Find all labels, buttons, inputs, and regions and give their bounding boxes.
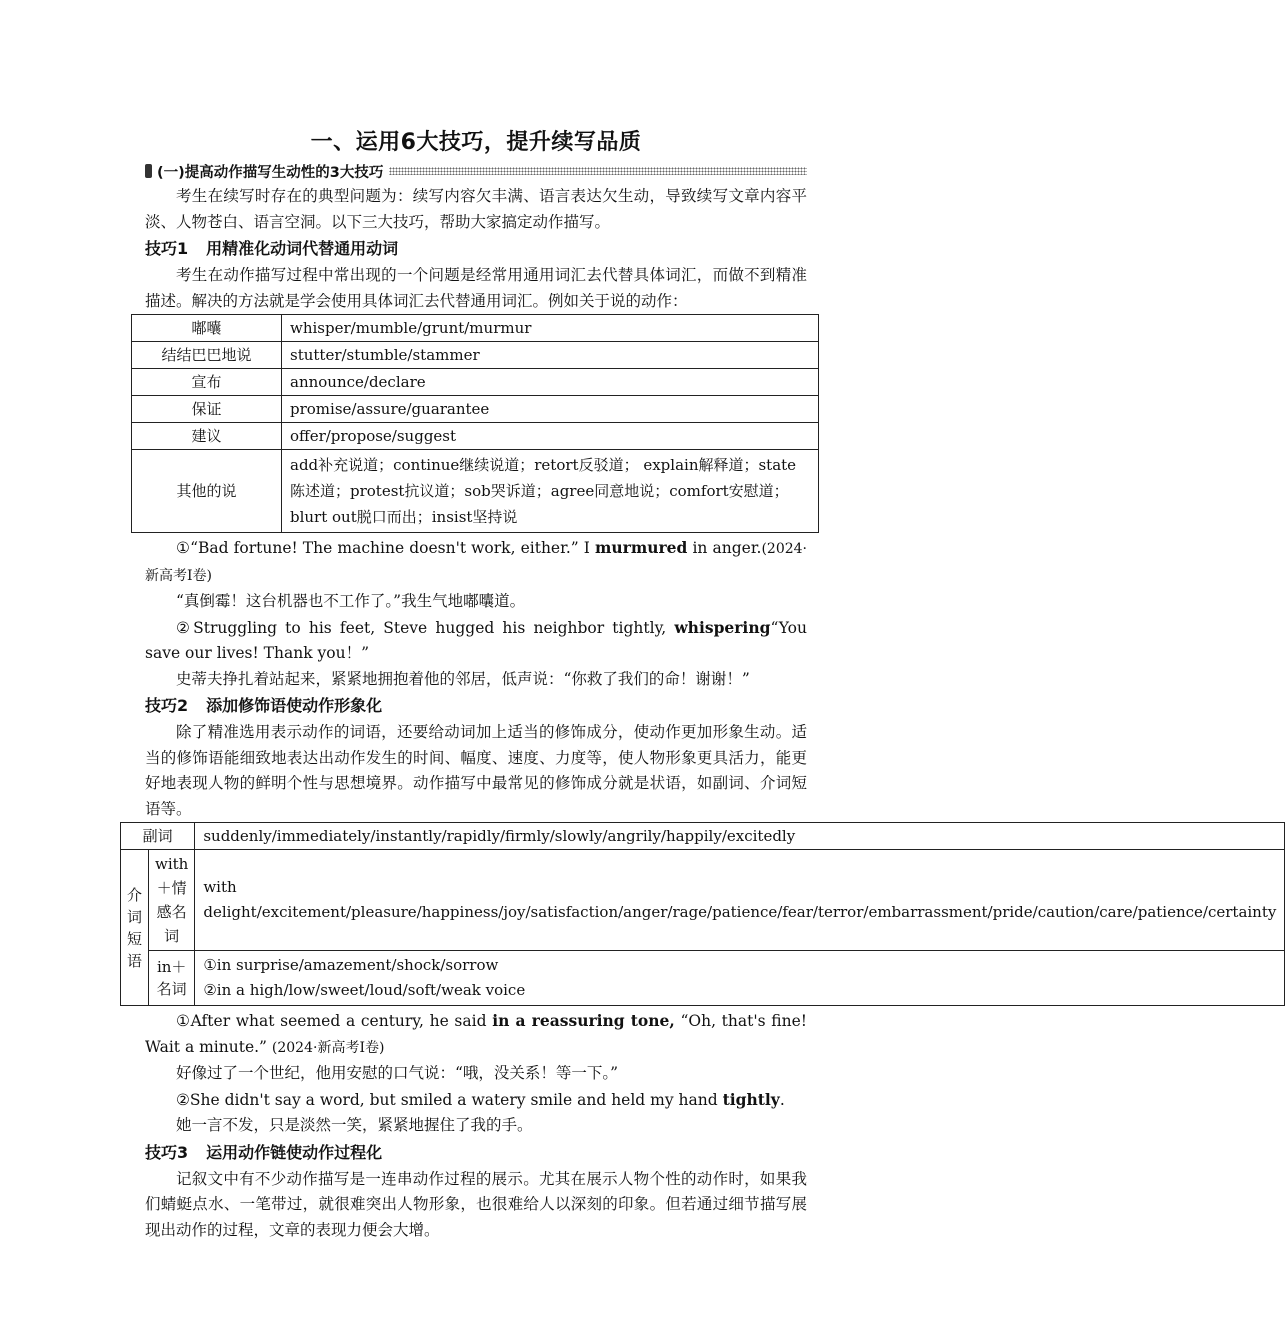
table-cell-cn: 其他的说 xyxy=(132,450,282,533)
modifier-table xyxy=(120,822,1285,1006)
example-text: . xyxy=(779,1090,785,1109)
tip3-label: 技巧3 xyxy=(145,1142,189,1162)
tip2-label: 技巧2 xyxy=(145,696,189,715)
in-label: in＋名词 xyxy=(149,951,195,1006)
example-text: “You save our lives! Thank you！” xyxy=(145,618,807,662)
table-cell-en: add补充说道；continue继续说道；retort反驳道； explain解释道；state陈述道；protest抗议道；sob哭诉道；agree同意地说；comfort安慰道；blurt out脱口而出；insist坚持说 xyxy=(282,450,819,533)
section-marker-icon xyxy=(145,164,152,178)
table-row xyxy=(132,396,819,423)
page-title: 一、运用6大技巧，提升续写品质 xyxy=(310,130,642,155)
table-cell-cn: 嘟囔 xyxy=(132,315,282,342)
table-cell-cn: 宣布 xyxy=(132,369,282,396)
in-words-line: ①in surprise/amazement/shock/sorrow xyxy=(203,956,499,974)
table-row xyxy=(132,369,819,396)
tip3-title: 运用动作链使动作过程化 xyxy=(206,1142,383,1162)
tip1-title: 用精准化动词代替通用动词 xyxy=(206,239,399,258)
tip2-example2 xyxy=(145,1087,807,1114)
table-cell-cn: 结结巴巴地说 xyxy=(132,342,282,369)
with-words: with delight/excitement/pleasure/happiness/joy/satisfaction/anger/rage/patience/fear/terror/embarrassment/pride/caution/care/patience/certainty xyxy=(195,850,1285,951)
adverb-words: suddenly/immediately/instantly/rapidly/firmly/slowly/angrily/happily/excitedly xyxy=(195,823,1285,850)
intro-paragraph: 考生在续写时存在的典型问题为：续写内容欠丰满、语言表达欠生动，导致续写文章内容平淡、人物苍白、语言空洞。以下三大技巧，帮助大家搞定动作描写。 xyxy=(145,187,807,231)
tip1-label: 技巧1 xyxy=(145,239,189,258)
table-row xyxy=(121,823,1285,850)
table-row xyxy=(132,450,819,533)
in-words xyxy=(195,951,1285,1006)
tip1-example1 xyxy=(145,535,807,589)
table-row xyxy=(132,342,819,369)
example-text: in anger. xyxy=(687,539,762,557)
section-heading xyxy=(145,160,807,182)
with-label: with＋情感名词 xyxy=(149,850,195,951)
in-words-line: ②in a high/low/sweet/loud/soft/weak voice xyxy=(203,981,526,999)
content xyxy=(127,125,1277,1243)
table-cell-en: offer/propose/suggest xyxy=(282,423,819,450)
example-text: ②Struggling to his feet, Steve hugged his neighbor tightly, xyxy=(176,618,675,637)
tip1-paragraph: 考生在动作描写过程中常出现的一个问题是经常用通用词汇去代替具体词汇，而做不到精准描述。解决的方法就是学会使用具体词汇去代替通用词汇。例如关于说的动作： xyxy=(145,266,807,310)
table-row xyxy=(132,315,819,342)
adverb-label: 副词 xyxy=(121,823,195,850)
example-text: ②She didn't say a word, but smiled a watery smile and held my hand xyxy=(176,1090,723,1109)
example-text: ①“Bad fortune! The machine doesn't work, either.” I xyxy=(176,539,595,557)
example-source: (2024·新高考Ⅰ卷) xyxy=(271,1039,385,1056)
table-row xyxy=(121,850,1285,951)
example-source: (2024·新高考Ⅰ卷) xyxy=(145,541,807,584)
tip2-paragraph: 除了精准选用表示动作的词语，还要给动词加上适当的修饰成分，使动作更加形象生动。适当的修饰语能细致地表达出动作发生的时间、幅度、速度、力度等，使人物形象更具活力，能更好地表现人物的鲜明个性与思想境界。动作描写中最常见的修饰成分就是状语，如副词、介词短语等。 xyxy=(145,723,807,818)
table-row xyxy=(132,423,819,450)
example-keyword: whispering xyxy=(674,617,771,637)
prep-phrase-label: 介词短语 xyxy=(121,850,149,1006)
dotted-rule xyxy=(389,167,807,175)
table-row xyxy=(121,951,1285,1006)
example-keyword: in a reassuring tone, xyxy=(492,1011,675,1030)
table-cell-en: stutter/stumble/stammer xyxy=(282,342,819,369)
table-cell-cn: 保证 xyxy=(132,396,282,423)
tip1-heading xyxy=(145,236,807,262)
tip2-heading xyxy=(145,693,807,719)
tip3-paragraph: 记叙文中有不少动作描写是一连串动作过程的展示。尤其在展示人物个性的动作时，如果我们蜻蜓点水、一笔带过，就很难突出人物形象，也很难给人以深刻的印象。但若通过细节描写展现出动作的过程，文章的表现力便会大增。 xyxy=(145,1169,807,1239)
table-cell-en: whisper/mumble/grunt/murmur xyxy=(282,315,819,342)
tip1-example1-cn: “真倒霉！这台机器也不工作了。”我生气地嘟囔道。 xyxy=(176,592,526,610)
tip1-example2 xyxy=(145,615,807,667)
say-verbs-table xyxy=(131,314,819,533)
tip2-example1-cn: 好像过了一个世纪，他用安慰的口气说：“哦，没关系！等一下。” xyxy=(176,1064,619,1082)
tip2-example2-cn: 她一言不发，只是淡然一笑，紧紧地握住了我的手。 xyxy=(176,1116,533,1134)
table-cell-cn: 建议 xyxy=(132,423,282,450)
section-heading-text: (一)提高动作描写生动性的3大技巧 xyxy=(157,164,384,181)
table-cell-en: promise/assure/guarantee xyxy=(282,396,819,423)
example-text: “Oh, that's fine! Wait a minute.” xyxy=(145,1012,807,1056)
tip1-example2-cn: 史蒂夫挣扎着站起来，紧紧地拥抱着他的邻居，低声说：“你救了我们的命！谢谢！” xyxy=(176,669,750,688)
tip3-heading xyxy=(145,1140,807,1166)
tip2-title: 添加修饰语使动作形象化 xyxy=(206,696,383,715)
example-keyword: murmured xyxy=(594,538,688,557)
table-cell-en: announce/declare xyxy=(282,369,819,396)
tip2-example1 xyxy=(145,1008,807,1061)
example-keyword: tightly xyxy=(722,1089,780,1109)
example-text: ①After what seemed a century, he said xyxy=(176,1012,493,1030)
